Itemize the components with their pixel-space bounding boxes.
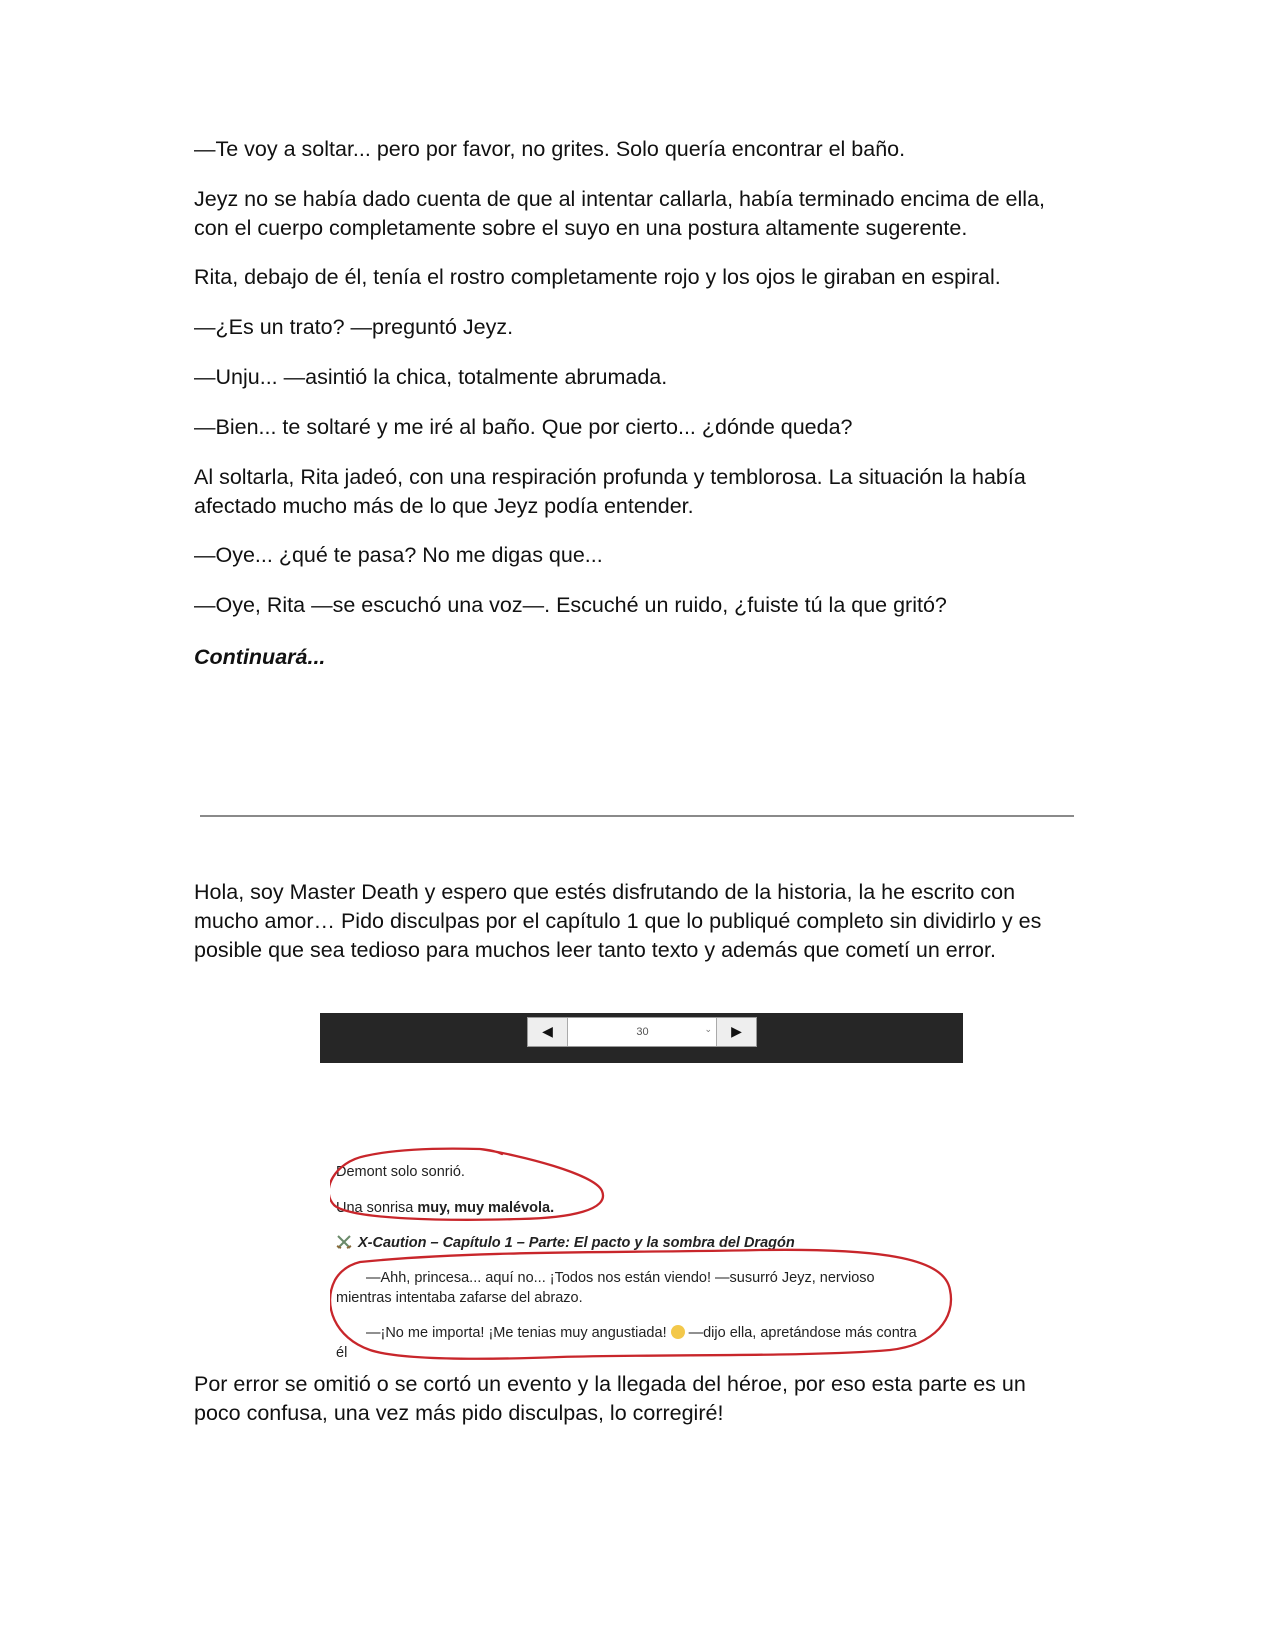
red-annotation-circles [330, 1140, 970, 1370]
screenshot-line: mientras intentaba zafarse del abrazo. [336, 1290, 583, 1306]
story-paragraph: Rita, debajo de él, tenía el rostro completamente rojo y los ojos le giraban en espiral. [194, 265, 1001, 289]
continued-label: Continuará... [194, 645, 326, 669]
author-note-outro: Por error se omitió o se cortó un evento y la llegada del héroe, por eso esta parte es un poco confusa, una vez más pido disculpas, lo corregiré! [194, 1372, 1026, 1425]
pager-screenshot [320, 1013, 963, 1063]
screenshot-bold-text: muy, muy malévola. [417, 1200, 555, 1216]
screenshot-text: —¡No me importa! ¡Me tenias muy angustiada! [366, 1325, 667, 1341]
next-page-button[interactable] [716, 1018, 756, 1046]
story-paragraph: Jeyz no se había dado cuenta de que al intentar callarla, había terminado encima de ella, con el cuerpo completamente sobre el suyo en una postura altamente sugerente. [194, 187, 1046, 240]
screenshot-line: Demont solo sonrió. [336, 1164, 465, 1180]
page-number-value: 30 [636, 1026, 649, 1038]
screenshot-line: él [336, 1345, 348, 1361]
story-paragraph: —Oye... ¿qué te pasa? No me digas que... [194, 543, 603, 567]
story-paragraph: —¿Es un trato? —preguntó Jeyz. [194, 315, 514, 339]
previous-page-button[interactable] [528, 1018, 568, 1046]
story-paragraph: —Bien... te soltaré y me iré al baño. Que por cierto... ¿dónde queda? [194, 415, 853, 439]
screenshot-text: —dijo ella, apretándose más contra [688, 1325, 917, 1341]
page-select[interactable] [569, 1018, 716, 1046]
chevron-down-icon: ⌄ [704, 1025, 712, 1035]
screenshot-line: —Ahh, princesa... aquí no... ¡Todos nos están viendo! —susurró Jeyz, nervioso [366, 1270, 875, 1286]
story-paragraph: —Oye, Rita —se escuchó una voz—. Escuché un ruido, ¿fuiste tú la que gritó? [194, 593, 947, 617]
arrow-right-icon: ▶ [731, 1024, 742, 1040]
annotated-screenshot [330, 1140, 970, 1370]
arrow-left-icon: ◀ [542, 1024, 553, 1040]
chapter-title-text: X-Caution – Capítulo 1 – Parte: El pacto y la sombra del Dragón [358, 1235, 795, 1251]
story-paragraph: —Te voy a soltar... pero por favor, no grites. Solo quería encontrar el baño. [194, 137, 906, 161]
author-note-intro: Hola, soy Master Death y espero que estés disfrutando de la historia, la he escrito con mucho amor… Pido disculpas por el capítulo 1 que lo publiqué completo sin dividirlo y es posible que sea tedioso para muchos leer tanto texto y además que cometí un error. [194, 880, 1042, 962]
page-navigator [527, 1017, 757, 1047]
screenshot-text: Una sonrisa [336, 1200, 418, 1216]
story-paragraph: —Unju... —asintió la chica, totalmente abrumada. [194, 365, 668, 389]
horizontal-divider [200, 815, 1074, 817]
story-paragraph: Al soltarla, Rita jadeó, con una respiración profunda y temblorosa. La situación la había afectado mucho más de lo que Jeyz podía entender. [194, 465, 1026, 518]
